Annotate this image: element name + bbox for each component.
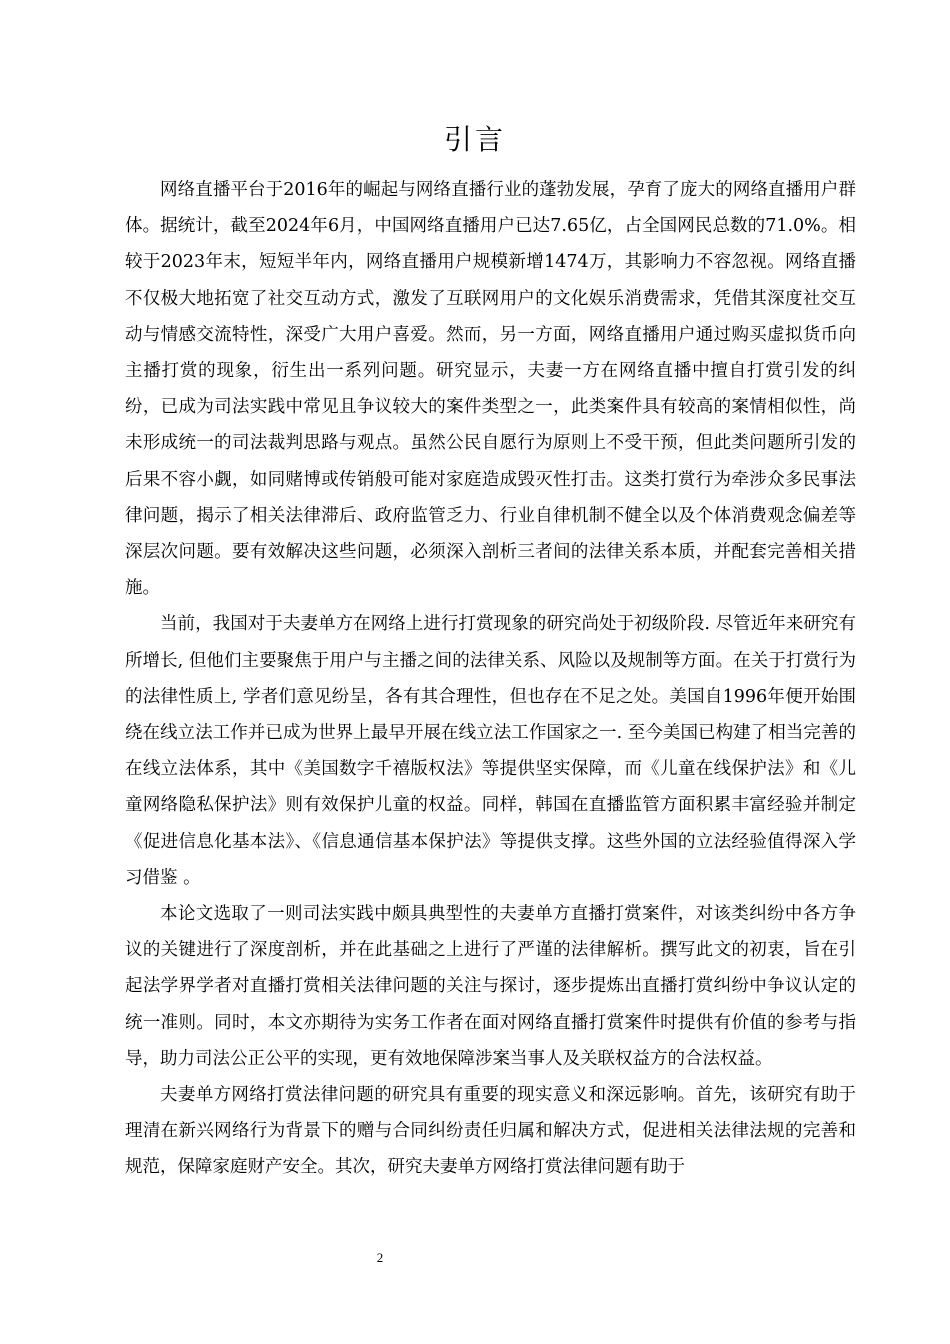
body-text [125, 172, 856, 1186]
paragraph-3: 本论文选取了一则司法实践中颇具典型性的夫妻单方直播打赏案件，对该类纠纷中各方争议的关键进行了深度剖析，并在此基础之上进行了严谨的法律解析。撰写此文的初衷，旨在引起法学界学者对直播打赏相关法律问题的关注与探讨，逐步提炼出直播打赏纠纷中争议认定的统一准则。同时，本文亦期待为实务工作者在面对网络直播打赏案件时提供有价值的参考与指导，助力司法公正公平的实现，更有效地保障涉案当事人及关联权益方的合法权益。 [125, 904, 856, 1069]
paragraph-2: 当前，我国对于夫妻单方在网络上进行打赏现象的研究尚处于初级阶段. 尽管近年来研究有所增长, 但他们主要聚焦于用户与主播之间的法律关系、风险以及规制等方面。在关于打赏行为的法律性质上, 学者们意见纷呈，各有其合理性，但也存在不足之处。美国自1996年便开始围绕在线立法工作并已成为世界上最早开展在线立法工作国家之一. 至今美国已构建了相当完善的在线立法体系，其中《美国数字千禧版权法》等提供坚实保障，而《儿童在线保护法》和《儿童网络隐私保护法》则有效保护儿童的权益。同样，韩国在直播监管方面积累丰富经验并制定《促进信息化基本法》、《信息通信基本保护法》等提供支撑。这些外国的立法经验值得深入学习借鉴 。 [125, 614, 856, 888]
page-title: 引言 [443, 123, 506, 156]
paragraph-4: 夫妻单方网络打赏法律问题的研究具有重要的现实意义和深远影响。首先，该研究有助于理清在新兴网络行为背景下的赠与合同纠纷责任归属和解决方式，促进相关法律法规的完善和规范，保障家庭财产安全。其次，研究夫妻单方网络打赏法律问题有助于 [125, 1085, 856, 1178]
page-number: 2 [376, 1250, 384, 1265]
paragraph-1: 网络直播平台于2016年的崛起与网络直播行业的蓬勃发展，孕育了庞大的网络直播用户群体。据统计，截至2024年6月，中国网络直播用户已达7.65亿，占全国网民总数的71.0%。相较于2023年末，短短半年内，网络直播用户规模新增1474万，其影响力不容忽视。网络直播不仅极大地拓宽了社交互动方式，激发了互联网用户的文化娱乐消费需求，凭借其深度社交互动与情感交流特性，深受广大用户喜爱。然而，另一方面，网络直播用户通过购买虚拟货币向主播打赏的现象，衍生出一系列问题。研究显示，夫妻一方在网络直播中擅自打赏引发的纠纷，已成为司法实践中常见且争议较大的案件类型之一，此类案件具有较高的案情相似性，尚未形成统一的司法裁判思路与观点。虽然公民自愿行为原则上不受干预，但此类问题所引发的后果不容小觑，如同赌博或传销般可能对家庭造成毁灭性打击。这类打赏行为牵涉众多民事法律问题，揭示了相关法律滞后、政府监管乏力、行业自律机制不健全以及个体消费观念偏差等深层次问题。要有效解决这些问题，必须深入剖析三者间的法律关系本质，并配套完善相关措施。 [125, 180, 856, 599]
